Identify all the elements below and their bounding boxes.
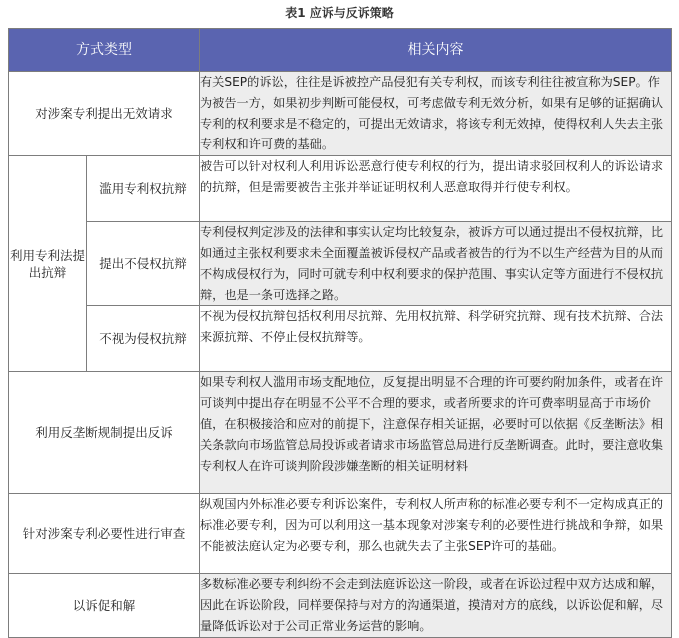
row-type: 对涉案专利提出无效请求 bbox=[9, 72, 200, 156]
strategy-table bbox=[8, 28, 672, 638]
row-content: 不视为侵权抗辩包括权利用尽抗辩、先用权抗辩、科学研究抗辩、现有技术抗辩、合法来源抗辩、不停止侵权抗辩等。 bbox=[200, 306, 672, 372]
table-caption: 表1 应诉与反诉策略 bbox=[285, 6, 394, 20]
row-content: 纵观国内外标准必要专利诉讼案件，专利权人所声称的标准必要专利不一定构成真正的标准必要专利，因为可以利用这一基本现象对涉案专利的必要性进行挑战和争辩，如果不能被法庭认定为必要专利，那么也就失去了主张SEP许可的基础。 bbox=[200, 494, 672, 574]
row-content: 如果专利权人滥用市场支配地位，反复提出明显不合理的许可要约附加条件，或者在许可谈判中提出存在明显不公平不合理的要求，或者所要求的许可费率明显高于市场价值，在积极接洽和应对的前提下，注意保存相关证据，必要时可以依据《反垄断法》相关条款向市场监管总局投诉或者请求市场监管总局进行反垄断调查。此时，要注意收集专利权人在许可谈判阶段涉嫌垄断的相关证明材料 bbox=[200, 372, 672, 494]
table-row bbox=[9, 494, 672, 574]
table-header-row bbox=[9, 29, 672, 72]
row-content: 专利侵权判定涉及的法律和事实认定均比较复杂，被诉方可以通过提出不侵权抗辩，比如通过主张权利要求未全面覆盖被诉侵权产品或者被告的行为不以生产经营为目的从而不构成侵权行为，同时可就专利中权利要求的保护范围、事实认定等方面进行不侵权抗辩，也是一条可选择之路。 bbox=[200, 222, 672, 306]
header-type: 方式类型 bbox=[9, 29, 200, 72]
row-content: 被告可以针对权利人利用诉讼恶意行使专利权的行为，提出请求驳回权利人的诉讼请求的抗辩，但是需要被告主张并举证证明权利人恶意取得并行使专利权。 bbox=[200, 156, 672, 222]
table-row bbox=[9, 156, 672, 222]
row-type: 以诉促和解 bbox=[9, 574, 200, 638]
header-content: 相关内容 bbox=[200, 29, 672, 72]
table-row bbox=[9, 222, 672, 306]
table-row bbox=[9, 574, 672, 638]
sub-type: 提出不侵权抗辩 bbox=[87, 222, 200, 306]
row-type: 利用专利法提出抗辩 bbox=[9, 156, 87, 372]
table-row bbox=[9, 72, 672, 156]
sub-type: 不视为侵权抗辩 bbox=[87, 306, 200, 372]
row-type: 利用反垄断规制提出反诉 bbox=[9, 372, 200, 494]
table-row bbox=[9, 372, 672, 494]
row-type: 针对涉案专利必要性进行审查 bbox=[9, 494, 200, 574]
sub-type: 滥用专利权抗辩 bbox=[87, 156, 200, 222]
table-row bbox=[9, 306, 672, 372]
row-content: 有关SEP的诉讼，往往是诉被控产品侵犯有关专利权，而该专利往往被宣称为SEP。作为被告一方，如果初步判断可能侵权，可考虑做专利无效分析，如果有足够的证据确认专利的权利要求是不稳定的，可提出无效请求，将该专利无效掉，使得权利人失去主张专利权和许可费的基础。 bbox=[200, 72, 672, 156]
row-content: 多数标准必要专利纠纷不会走到法庭诉讼这一阶段，或者在诉讼过程中双方达成和解，因此在诉讼阶段，同样要保持与对方的沟通渠道，摸清对方的底线，以诉讼促和解，尽量降低诉讼对于公司正常业务运营的影响。 bbox=[200, 574, 672, 638]
